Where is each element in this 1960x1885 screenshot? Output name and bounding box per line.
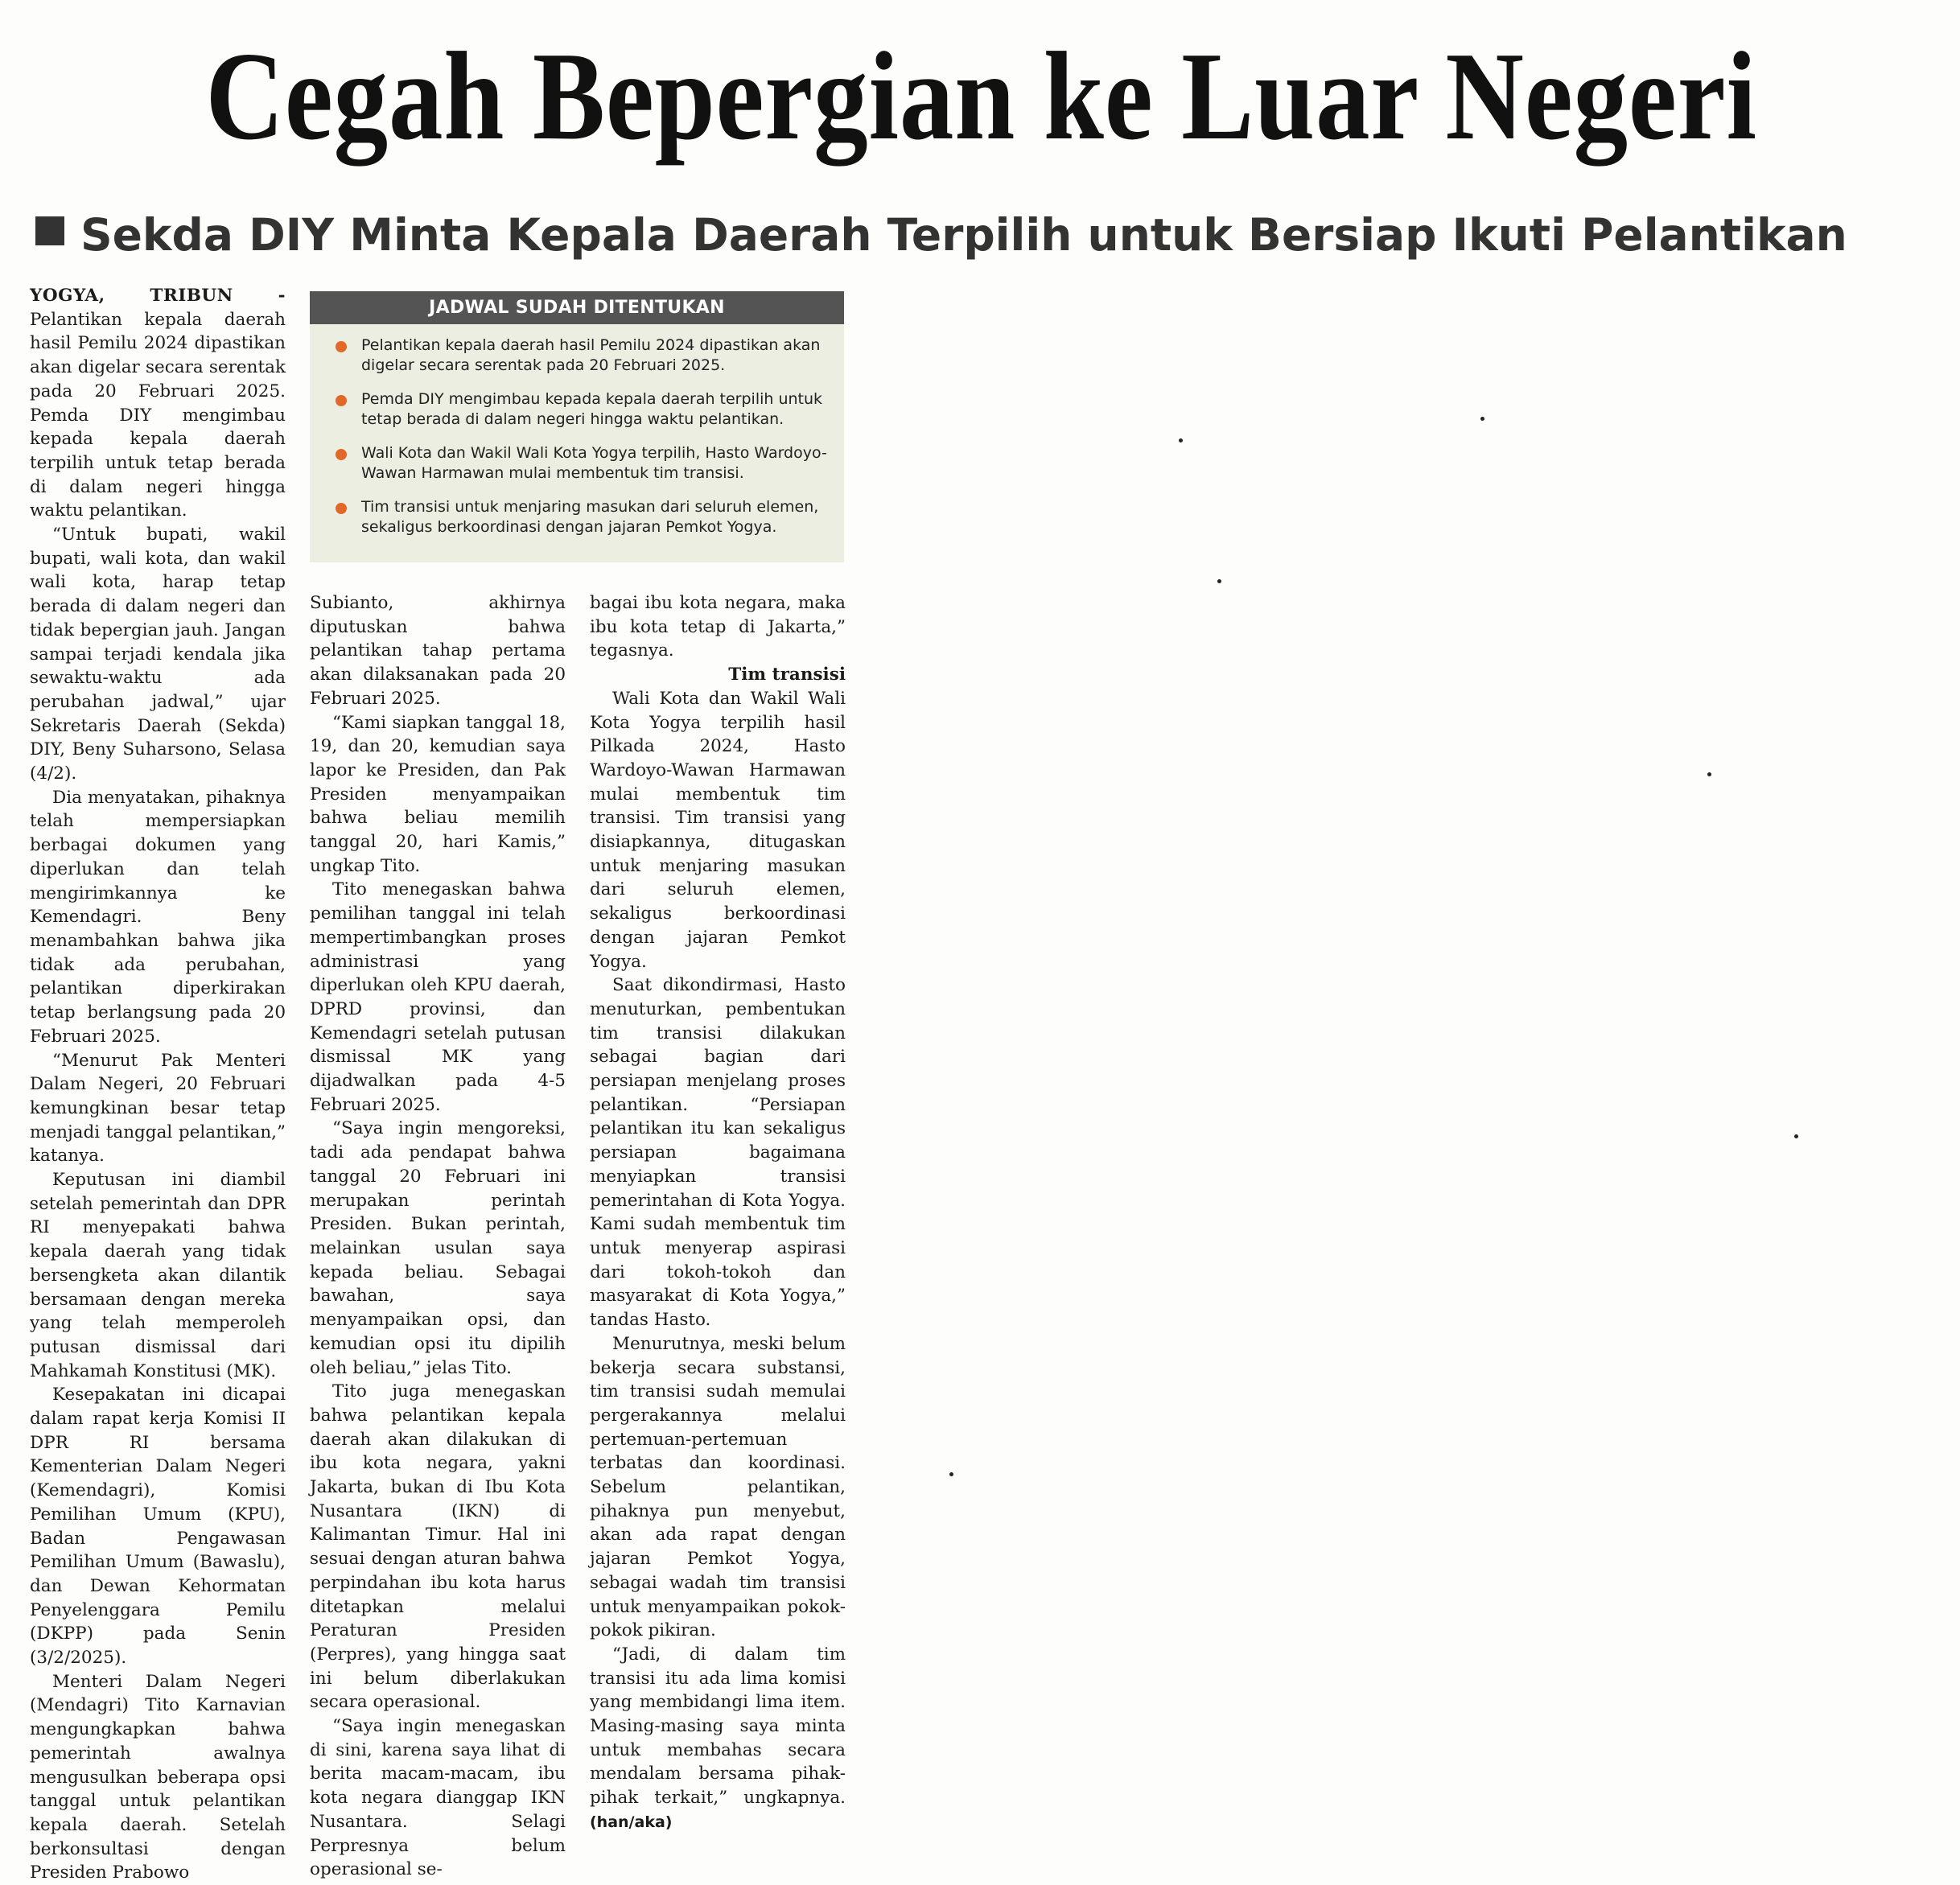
info-box-title: JADWAL SUDAH DITENTUKAN bbox=[310, 291, 844, 324]
subheadline: Sekda DIY Minta Kepala Daerah Terpilih untuk Bersiap Ikuti Pelantikan bbox=[80, 209, 1847, 261]
bullet-dot-icon bbox=[336, 449, 347, 460]
dateline: YOGYA, TRIBUN - bbox=[30, 286, 286, 306]
info-box-item-text: Pemda DIY mengimbau kepada kepala daerah terpilih untuk tetap berada di dalam negeri hingga waktu pelantikan. bbox=[361, 390, 823, 428]
info-box-item-text: Tim transisi untuk menjaring masukan dari seluruh elemen, sekaligus berkoordinasi dengan jajaran Pemkot Yogya. bbox=[361, 498, 819, 536]
scan-speck bbox=[1794, 1134, 1798, 1138]
info-box-item bbox=[336, 389, 830, 430]
paragraph-text: “Jadi, di dalam tim transisi itu ada lima komisi yang membidangi lima item. Masing-masing saya minta untuk membahas secara mendalam bersama pihak-pihak terkait,” ungkapnya. bbox=[590, 1644, 846, 1809]
bullet-dot-icon bbox=[336, 341, 347, 352]
paragraph: “Untuk bupati, wakil bupati, wali kota, dan wakil wali kota, harap tetap berada di dalam negeri dan tidak bepergian jauh. Jangan sampai terjadi kendala jika sewaktu-waktu ada perubahan jadwal,” ujar Sekretaris Daerah (Sekda) DIY, Beny Suharsono, Selasa (4/2). bbox=[30, 525, 286, 784]
paragraph: Dia menyatakan, pihaknya telah mempersiapkan berbagai dokumen yang diperlukan dan telah mengirimkannya ke Kemendagri. Beny menambahkan bahwa jika tidak ada perubahan, pelantikan diperkirakan tetap berlangsung pada 20 Februari 2025. bbox=[30, 787, 286, 1047]
headline: Cegah Bepergian ke Luar Negeri bbox=[205, 26, 1757, 166]
paragraph: bagai ibu kota negara, maka ibu kota tetap di Jakarta,” tegasnya. bbox=[590, 593, 846, 661]
article-column-2 bbox=[310, 591, 566, 1882]
paragraph: “Saya ingin mengoreksi, tadi ada pendapat bahwa tanggal 20 Februari ini merupakan perintah Presiden. Bukan perintah, melainkan usulan saya kepada beliau. Sebagai bawahan, saya menyampaikan opsi, dan kemudian opsi itu dipilih oleh beliau,” jelas Tito. bbox=[310, 1118, 566, 1378]
paragraph: Tito juga menegaskan bahwa pelantikan kepala daerah akan dilakukan di ibu kota negara, yakni Jakarta, bukan di Ibu Kota Nusantara (IKN) di Kalimantan Timur. Hal ini sesuai dengan aturan bahwa perpindahan ibu kota harus ditetapkan melalui Peraturan Presiden (Perpres), yang hingga saat ini belum diberlakukan secara operasional. bbox=[310, 1381, 566, 1713]
scan-speck bbox=[1217, 579, 1221, 583]
scan-speck bbox=[949, 1472, 953, 1476]
info-box-item-text: Pelantikan kepala daerah hasil Pemilu 2024 dipastikan akan digelar secara serentak pada 20 Februari 2025. bbox=[361, 336, 821, 374]
paragraph: “Menurut Pak Menteri Dalam Negeri, 20 Februari kemungkinan besar tetap menjadi tanggal pelantikan,” katanya. bbox=[30, 1050, 286, 1167]
info-box bbox=[310, 291, 844, 562]
paragraph: Wali Kota dan Wakil Wali Kota Yogya terpilih hasil Pilkada 2024, Hasto Wardoyo-Wawan Harmawan mulai membentuk tim transisi. Tim transisi yang disiapkannya, ditugaskan untuk menjaring masukan dari seluruh elemen, sekaligus berkoordinasi dengan jajaran Pemkot Yogya. bbox=[590, 688, 846, 972]
paragraph bbox=[590, 1643, 846, 1835]
paragraph: Tito menegaskan bahwa pemilihan tanggal ini telah mempertimbangkan proses administrasi yang diperlukan oleh KPU daerah, DPRD provinsi, dan Kemendagri setelah putusan dismissal MK yang dijadwalkan pada 4-5 Februari 2025. bbox=[310, 879, 566, 1115]
info-box-list bbox=[310, 324, 844, 537]
info-box-item-text: Wali Kota dan Wakil Wali Kota Yogya terpilih, Hasto Wardoyo-Wawan Harmawan mulai membentuk tim transisi. bbox=[361, 444, 827, 482]
square-bullet-icon bbox=[35, 216, 64, 245]
info-box-item bbox=[336, 443, 830, 484]
bullet-dot-icon bbox=[336, 503, 347, 514]
section-subheading: Tim transisi bbox=[728, 665, 846, 685]
paragraph: Kesepakatan ini dicapai dalam rapat kerja Komisi II DPR RI bersama Kementerian Dalam Negeri (Kemendagri), Komisi Pemilihan Umum (KPU), Badan Pengawasan Pemilihan Umum (Bawaslu), dan Dewan Kehormatan Penyelenggara Pemilu (DKPP) pada Senin (3/2/2025). bbox=[30, 1385, 286, 1669]
scan-speck bbox=[1179, 438, 1183, 442]
paragraph: Subianto, akhirnya diputuskan bahwa pelantikan tahap pertama akan dilaksanakan pada 20 Februari 2025. bbox=[310, 593, 566, 709]
scan-speck bbox=[1707, 772, 1711, 776]
paragraph: Saat dikondirmasi, Hasto menuturkan, pembentukan tim transisi dilakukan sebagai bagian dari persiapan menjelang proses pelantikan. “Persiapan pelantikan itu kan sekaligus persiapan bagaimana menyiapkan transisi pemerintahan di Kota Yogya. Kami sudah membentuk tim untuk menyerap aspirasi dari tokoh-tokoh dan masyarakat di Kota Yogya,” tandas Hasto. bbox=[590, 975, 846, 1331]
lead-paragraph bbox=[30, 284, 286, 523]
author-credit: (han/aka) bbox=[590, 1813, 673, 1831]
paragraph: Keputusan ini diambil setelah pemerintah dan DPR RI menyepakati bahwa kepala daerah yang tidak bersengketa akan dilantik bersamaan dengan mereka yang telah memperoleh putusan dismissal dari Mahkamah Konstitusi (MK). bbox=[30, 1170, 286, 1381]
info-box-item bbox=[336, 335, 830, 376]
paragraph: Menteri Dalam Negeri (Mendagri) Tito Karnavian mengungkapkan bahwa pemerintah awalnya mengusulkan beberapa opsi tanggal untuk pelantikan kepala daerah. Setelah berkonsultasi dengan Presiden Prabowo bbox=[30, 1671, 286, 1883]
paragraph: Menurutnya, meski belum bekerja secara substansi, tim transisi sudah memulai pergerakannya melalui pertemuan-pertemuan terbatas dan koordinasi. Sebelum pelantikan, pihaknya pun menyebut, akan ada rapat dengan jajaran Pemkot Yogya, sebagai wadah tim transisi untuk menyampaikan pokok-pokok pikiran. bbox=[590, 1333, 846, 1641]
lead-text: Pelantikan kepala daerah hasil Pemilu 2024 dipastikan akan digelar secara serentak pada 20 Februari 2025. Pemda DIY mengimbau kepada kepala daerah terpilih untuk tetap berada di dalam negeri hingga waktu pelantikan. bbox=[30, 309, 286, 521]
article-column-1 bbox=[30, 284, 286, 1885]
paragraph: “Saya ingin menegaskan di sini, karena saya lihat di berita macam-macam, ibu kota negara dianggap IKN Nusantara. Selagi Perpresnya belum operasional se- bbox=[310, 1716, 566, 1880]
info-box-item bbox=[336, 497, 830, 537]
subheadline-row bbox=[35, 206, 1847, 264]
paragraph: “Kami siapkan tanggal 18, 19, dan 20, kemudian saya lapor ke Presiden, dan Pak Presiden menyampaikan bahwa beliau memilih tanggal 20, hari Kamis,” ungkap Tito. bbox=[310, 712, 566, 876]
bullet-dot-icon bbox=[336, 395, 347, 406]
scan-speck bbox=[1480, 417, 1484, 421]
article-column-3 bbox=[590, 591, 846, 1835]
